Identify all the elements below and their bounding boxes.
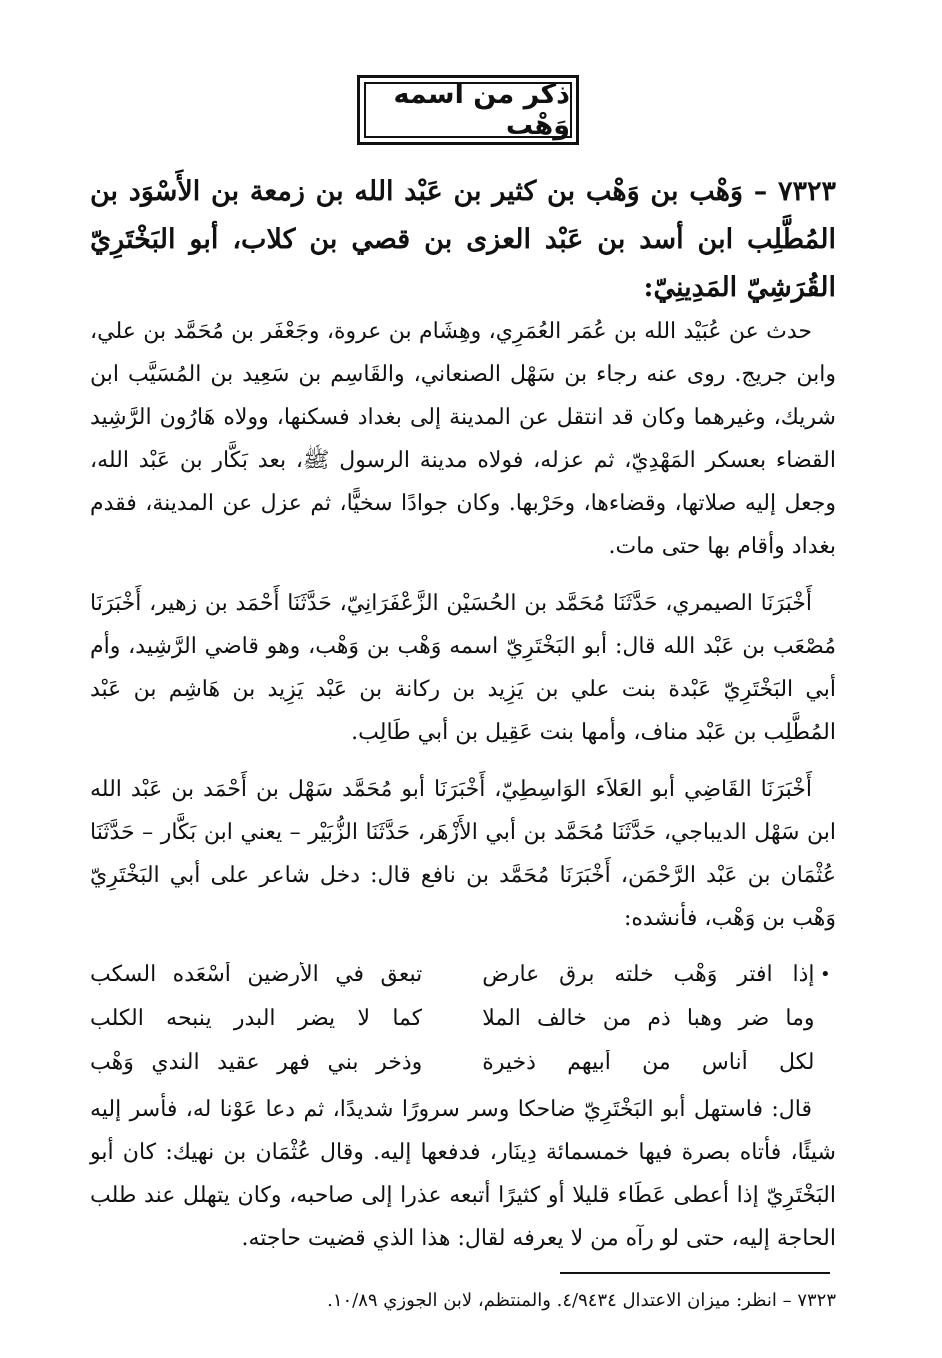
verse-first-hemistich: لكل أناس من أبيهم ذخيرة [482,1049,815,1075]
verse-second-hemistich: تبعق في الأرضين أَسْعَده السكب [90,961,423,987]
entry-heading: ٧٣٢٣ – وَهْب بن وَهْب بن كثير بن عَبْد الله بن زمعة بن الأَسْوَد بن المُطَّلِب ابن أسد بن عَبْد العزى بن قصي بن كلاب، أبو البَخْتَرِيّ القُرَشِيّ المَدِينِيّ: [90,176,836,303]
paragraph-biography: حدث عن عُبَيْد الله بن عُمَر العُمَرِي، وهِشَام بن عروة، وجَعْفَر بن مُحَمَّد بن علي، وابن جريج. روى عنه رجاء بن سَهْل الصنعاني، والقَاسِم بن سَعِيد بن المُسَيَّب ابن شريك، وغيرهما وكان قد انتقل عن المدينة إلى بغداد فسكنها، وولاه هَارُون الرَّشِيد القضاء بعسكر المَهْدِيّ، ثم عزله، فولاه مدينة الرسول ﷺ، بعد بَكَّار بن عَبْد الله، وجعل إليه صلاتها، وقضاءها، وحَرْبها. وكان جوادًا سخيًّا، ثم عزل عن المدينة، فقدم بغداد وأقام بها حتى مات. [90,319,836,559]
bullet-icon: • [819,963,831,985]
section-title-frame [357,75,579,145]
footnote-divider [560,1272,830,1274]
paragraph-lineage-report: أَخْبَرَنَا الصيمري، حَدَّثَنَا مُحَمَّد بن الحُسَيْن الزَّعْفَرَانِيّ، حَدَّثَنَا أَحْمَد بن زهير، أَخْبَرَنَا مُصْعَب بن عَبْد الله قال: أبو البَخْتَرِيّ اسمه وَهْب بن وَهْب، وهو قاضي الرَّشِيد، وأم أبي البَخْتَرِيّ عَبْدة بنت علي بن يَزِيد بن ركانة بن عَبْد يَزِيد بن هَاشِم بن عَبْد المُطَّلِب بن عَبْد مناف، وأمها بنت عَقِيل بن أبي طَالِب. [90,591,836,745]
verse-first-hemistich: وما ضر وهبا ذم من خالف الملا [482,1005,815,1031]
section-title: ذكر من اسمه وَهْب [364,82,572,138]
verse-second-hemistich: وذخر بني فهر عقيد الندي وَهْب [90,1049,423,1075]
poem-verse [90,996,836,1040]
verse-first-hemistich: إذا افتر وَهْب خلته برق عارض [482,961,815,987]
footnote: ٧٣٢٣ – انظر: ميزان الاعتدال ٤/٩٤٣٤. والمنتظم، لابن الجوزي ١٠/٨٩. [327,1290,836,1311]
poem-verse [90,952,836,996]
poem-verse [90,1040,836,1084]
verse-second-hemistich: كما لا يضر البدر ينبحه الكلب [90,1005,423,1031]
paragraph-poet-report: أَخْبَرَنَا القَاضِي أبو العَلاَء الوَاسِطِيّ، أَخْبَرَنَا أبو مُحَمَّد سَهْل بن أَحْمَد بن عَبْد الله ابن سَهْل الديباجي، حَدَّثَنَا مُحَمَّد بن أبي الأَزْهَر، حَدَّثَنَا الزُّبَيْر – يعني ابن بَكَّار – حَدَّثَنَا عُثْمَان بن عَبْد الرَّحْمَن، أَخْبَرَنَا مُحَمَّد بن نافع قال: دخل شاعر على أبي البَخْتَرِيّ وَهْب بن وَهْب، فأنشده: [90,777,836,931]
poem [90,952,836,1084]
paragraph-generosity: قال: فاستهل أبو البَخْتَرِيّ ضاحكا وسر سرورًا شديدًا، ثم دعا عَوْنا له، فأسر إليه شيئًا، فأتاه بصرة فيها خمسمائة دِينَار، فدفعها إليه. وقال عُثْمَان بن نهيك: كان أبو البَخْتَرِيّ إذا أعطى عَطَاء قليلا أو كثيرًا أتبعه عذرا إلى صاحبه، وكان يتهلل عند طلب الحاجة إليه، حتى لو رآه من لا يعرفه لقال: هذا الذي قضيت حاجته. [90,1097,836,1251]
